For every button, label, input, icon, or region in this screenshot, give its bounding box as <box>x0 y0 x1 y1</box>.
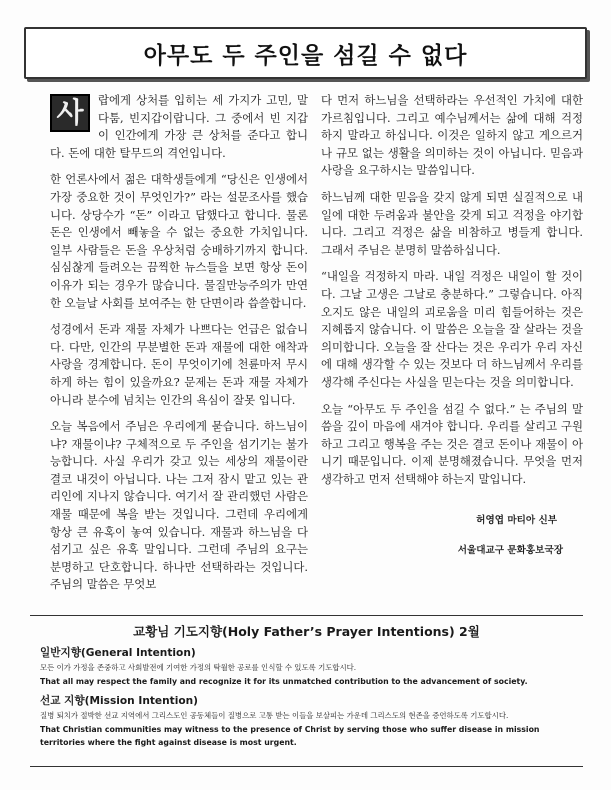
right-column <box>321 92 583 560</box>
paragraph-7: “내일을 걱정하지 마라. 내일 걱정은 내일이 할 것이다. 그날 고생은 그날로 충분하다.” 그렇습니다. 아직 오지도 않은 내일의 괴로움을 미리 힘들어하는 것은 지혜롭지 않습니다. 이 말씀은 오늘을 잘 살라는 것을 의미합니다. 오늘을 잘 산다는 것은 우리가 우리 자신에 대해 생각할 수 있는 것보다 더 하느님께서 우리를 생각해 주신다는 사실을 믿는다는 것을 의미합니다. <box>321 269 583 389</box>
paragraph-4: 오늘 복음에서 주님은 우리에게 묻습니다. 하느님이냐? 재물이냐? 구체적으로 두 주인을 섬기기는 불가능합니다. 사실 우리가 갖고 있는 세상의 재물이란 결코 내것이 아닙니다. 나는 그저 잠시 맡고 있는 관리인에 지나지 않습니다. 여기서 잘 관리했던 사람은 재물 때문에 복을 받는 것입니다. 그런데 우리에게 항상 큰 유혹이 놓여 있습니다. 재물과 하느님을 다 섬기고 싶은 유혹 말입니다. 그런데 주님의 요구는 분명하고 단호합니다. 하나만 선택하라는 것입니다. 주님의 말씀은 무엇보 <box>50 419 308 592</box>
mission-intention-english: That Christian communities may witness to the presence of Christ by serving those who suffer disease in mission territories where the fight against disease is most urgent. <box>40 725 540 747</box>
paragraph-5: 다 먼저 하느님을 선택하라는 우선적인 가치에 대한 가르침입니다. 그리고 예수님께서는 삶에 대해 걱정하지 말라고 하십니다. 이것은 일하지 않고 게으르거나 규모 없는 생활을 의미하는 것이 아닙니다. 믿음과 사랑을 요구하시는 말씀입니다. <box>321 93 583 178</box>
dropcap-letter: 사 <box>56 96 84 130</box>
title-box <box>24 27 587 79</box>
author-name: 허영엽 마티아 신부 <box>476 515 557 527</box>
mission-intention-korean: 질병 퇴치가 절박한 선교 지역에서 그리스도인 공동체들이 질병으로 고통 받는 이들을 보살피는 가운데 그리스도의 현존을 증언하도록 기도합시다. <box>40 711 509 720</box>
page-title: 아무도 두 주인을 섬길 수 없다 <box>143 42 468 69</box>
paragraph-8: 오늘 “아무도 두 주인을 섬길 수 없다.” 는 주님의 말씀을 깊이 마음에 새겨야 합니다. 우리를 살리고 구원하고 그리고 행복을 주는 것은 결코 돈이나 재물이 아니기 때문입니다. 이제 분명해졌습니다. 무엇을 먼저 생각하고 먼저 선택해야 하는지 말입니다. <box>321 401 583 486</box>
general-intention-heading: 일반지향(General Intention) <box>40 647 196 659</box>
paragraph-3: 성경에서 돈과 재물 자체가 나쁘다는 언급은 없습니다. 다만, 인간의 무분별한 돈과 재물에 대한 애착과 사랑을 경계합니다. 돈이 무엇이기에 천륜마저 무시하게 하는 힘이 있을까요? 문제는 돈과 재물 자체가 아니라 분수에 넘치는 인간의 욕심이 잘못 입니다. <box>50 322 308 407</box>
prayer-intentions-title: 교황님 기도지향(Holy Father’s Prayer Intentions) 2월 <box>133 624 480 639</box>
general-intention-english: That all may respect the family and recognize it for its unmatched contribution to the advancement of society. <box>40 677 528 686</box>
mission-intention-heading: 선교 지향(Mission Intention) <box>40 695 199 707</box>
paragraph-1 <box>50 92 308 162</box>
paragraph-2: 한 언론사에서 젊은 대학생들에게 “당신은 인생에서 가장 중요한 것이 무엇인가?” 라는 설문조사를 했습니다. 상당수가 “돈” 이라고 답했다고 합니다. 물론 돈은 인생에서 빼놓을 수 없는 중요한 가치입니다. 일부 사람들은 돈을 우상처럼 숭배하기까지 합니다. 심심찮게 들려오는 끔찍한 뉴스들을 보면 항상 돈이 이유가 되는 경우가 많습니다. 물질만능주의가 만연한 오늘날 사회를 보여주는 한 단면이라 씁쓸합니다. <box>50 172 308 310</box>
general-intention-korean: 모든 이가 가정을 존중하고 사회발전에 기여한 가정의 탁월한 공로를 인식할 수 있도록 기도합시다. <box>40 663 357 672</box>
paragraph-1-text: 랍에게 상처를 입히는 세 가지가 고민, 말다툼, 빈지갑이랍니다. 그 중에서 빈 지갑이 인간에게 가장 큰 상처를 준다고 합니다. 돈에 대한 탈무드의 격언입니다. <box>50 93 308 160</box>
paragraph-6: 하느님께 대한 믿음을 갖지 않게 되면 실질적으로 내일에 대한 두려움과 불안을 갖게 되고 걱정을 야기합니다. 그리고 걱정은 삶을 비참하고 병들게 합니다. 그래서 주님은 분명히 말씀하십니다. <box>321 189 583 257</box>
author-position: 서울대교구 문화홍보국장 <box>457 545 563 557</box>
left-column <box>50 92 308 603</box>
prayer-intentions-box <box>30 615 583 767</box>
dropcap-box <box>50 94 90 132</box>
